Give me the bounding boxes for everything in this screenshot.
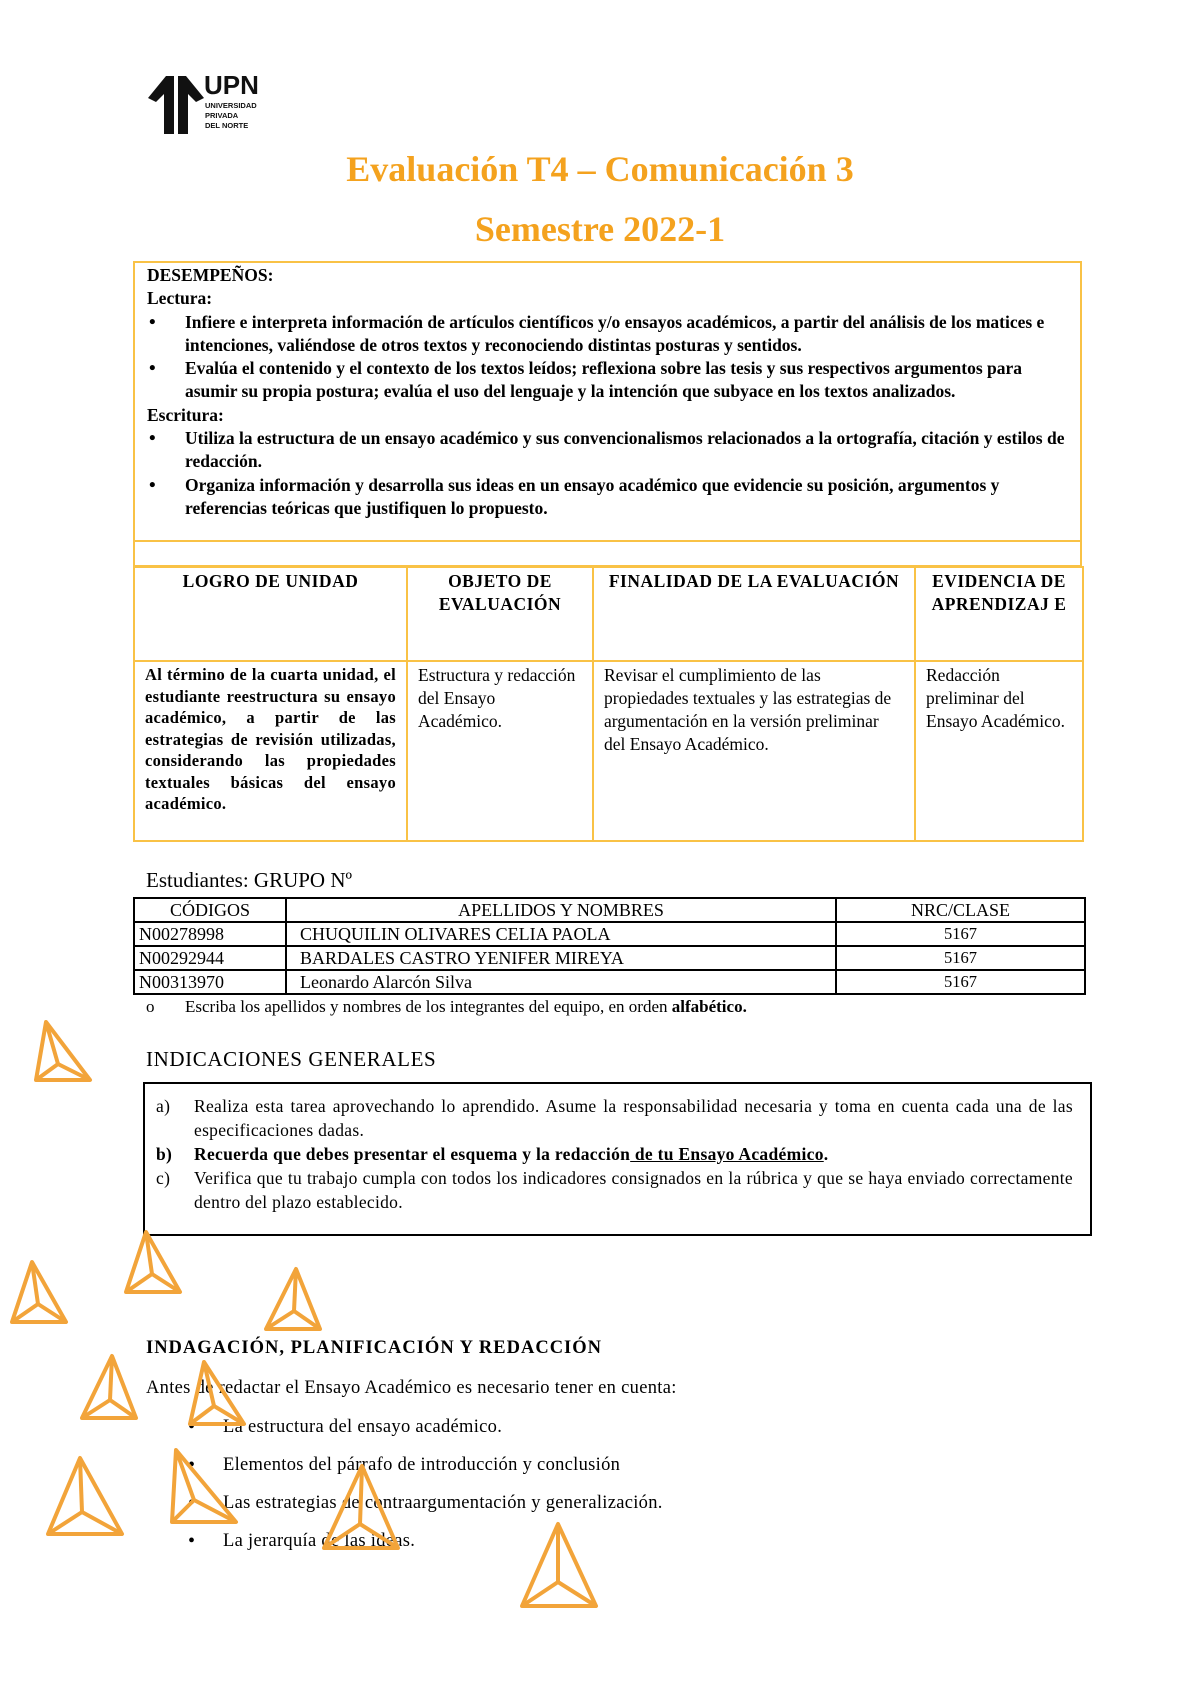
nombres-header: APELLIDOS Y NOMBRES [286,898,836,922]
nrc-cell: 5167 [836,946,1085,970]
note-bold: alfabético. [671,997,747,1016]
item-text: Verifica que tu trabajo cumpla con todos los indicadores consignados en la rúbrica y que se haya enviado correctamente dentro del plazo establecido. [194,1168,1073,1212]
list-item: • La estructura del ensayo académico. [146,1413,663,1451]
page-title: Evaluación T4 – Comunicación 3 [346,149,854,189]
triangle-arrow-icon [32,1018,94,1088]
logro-cell: Al término de la cuarta unidad, el estudiante reestructura su ensayo académico, a partir de las estrategias de revisión utilizadas, considerando las propiedades textuales básicas del ensayo académico. [134,661,407,841]
list-item: • Las estrategias de contraargumentación y generalización. [146,1489,663,1527]
indagacion-title: INDAGACIÓN, PLANIFICACIÓN Y REDACCIÓN [146,1338,603,1358]
indicacion-item [156,1166,1073,1214]
lectura-item: • Evalúa el contenido y el contexto de los textos leídos; reflexiona sobre las tesis y sus respectivos argumentos para asumir su propia postura; evalúa el uso del lenguaje y la intención que subyace en los textos analizados. [147,357,1068,404]
finalidad-cell: Revisar el cumplimiento de las propiedades textuales y las estrategias de argumentación en la versión preliminar del Ensayo Académico. [593,661,915,841]
item-underlined: de tu Ensayo Académico [630,1144,824,1164]
codigo-cell: N00278998 [134,922,286,946]
escritura-item: • Utiliza la estructura de un ensayo académico y sus convencionalismos relacionados a la ortografía, citación y estilos de redacción. [147,427,1068,474]
evidencia-header: EVIDENCIA DE APRENDIZAJ E [915,567,1083,661]
indagacion-intro: Antes de redactar el Ensayo Académico es necesario tener en cuenta: [146,1378,677,1398]
lectura-label: Lectura: [147,288,213,309]
triangle-arrow-icon [320,1462,402,1554]
indicacion-item [156,1094,1073,1142]
escritura-label: Escritura: [147,404,224,425]
item-text: Recuerda que debes presentar el esquema y la redacción [194,1144,631,1164]
list-item: • Elementos del párrafo de introducción y conclusión [146,1451,663,1489]
escritura-item: • Organiza información y desarrolla sus ideas en un ensayo académico que evidencie su posición, argumentos y referencias teóricas que justifiquen lo propuesto. [147,474,1068,521]
students-note [146,997,747,1017]
logro-header: LOGRO DE UNIDAD [134,567,407,661]
escritura-list [147,427,1068,520]
item-label: b) [156,1144,173,1164]
desempenos-box [133,261,1082,542]
indicaciones-list [156,1094,1073,1214]
triangle-arrow-icon [186,1358,248,1430]
codigo-cell: N00313970 [134,970,286,994]
triangle-arrow-icon [518,1520,600,1612]
students-table [133,897,1086,995]
item-text: Realiza esta tarea aprovechando lo aprendido. Asume la responsabilidad necesaria y toma en cuenta cada una de las especificaciones dadas. [194,1096,1073,1140]
finalidad-header: FINALIDAD DE LA EVALUACIÓN [593,567,915,661]
triangle-arrow-icon [78,1352,140,1424]
logro-header-row [134,567,1083,661]
logro-row [134,661,1083,841]
evidencia-cell: Redacción preliminar del Ensayo Académico. [915,661,1083,841]
desempenos-heading: DESEMPEÑOS: [147,265,274,285]
nrc-cell: 5167 [836,922,1085,946]
item-label: a) [156,1096,171,1116]
indicacion-item [156,1142,1073,1166]
codigos-header: CÓDIGOS [134,898,286,922]
estudiantes-label: Estudiantes: GRUPO Nº [146,868,353,892]
nombre-cell: Leonardo Alarcón Silva [286,970,836,994]
nrc-header: NRC/CLASE [836,898,1085,922]
logro-table [133,566,1084,842]
logo-sub-3: DEL NORTE [205,121,249,130]
codigo-cell: N00292944 [134,946,286,970]
objeto-cell: Estructura y redacción del Ensayo Académico. [407,661,593,841]
empty-row [133,541,1082,567]
triangle-arrow-icon [262,1265,324,1335]
indicaciones-title: INDICACIONES GENERALES [146,1047,437,1071]
note-marker: o [146,997,155,1016]
nombre-cell: BARDALES CASTRO YENIFER MIREYA [286,946,836,970]
nombre-cell: CHUQUILIN OLIVARES CELIA PAOLA [286,922,836,946]
logo-sub-1: UNIVERSIDAD [205,101,257,110]
upn-logo [146,72,278,136]
nrc-cell: 5167 [836,970,1085,994]
item-label: c) [156,1168,171,1188]
logo-sub-2: PRIVADA [205,111,239,120]
page-subtitle: Semestre 2022-1 [474,209,726,249]
triangle-arrow-icon [44,1454,126,1540]
students-header-row [134,898,1085,922]
table-row [134,946,1085,970]
lectura-list [147,311,1068,404]
indicaciones-box [143,1082,1092,1236]
triangle-arrow-icon [122,1228,184,1298]
table-row [134,970,1085,994]
list-item: • La jerarquía de las ideas. [146,1527,663,1565]
triangle-arrow-icon [168,1446,240,1530]
objeto-header: OBJETO DE EVALUACIÓN [407,567,593,661]
triangle-arrow-icon [8,1258,70,1328]
item-end: . [823,1144,829,1164]
table-row [134,922,1085,946]
lectura-item: • Infiere e interpreta información de artículos científicos y/o ensayos académicos, a partir del análisis de los matices e intenciones, valiéndose de otros textos y reconociendo distintas posturas y sentidos. [147,311,1068,358]
logo-brand: UPN [204,70,259,100]
note-text: Escriba los apellidos y nombres de los integrantes del equipo, en orden [185,997,672,1016]
